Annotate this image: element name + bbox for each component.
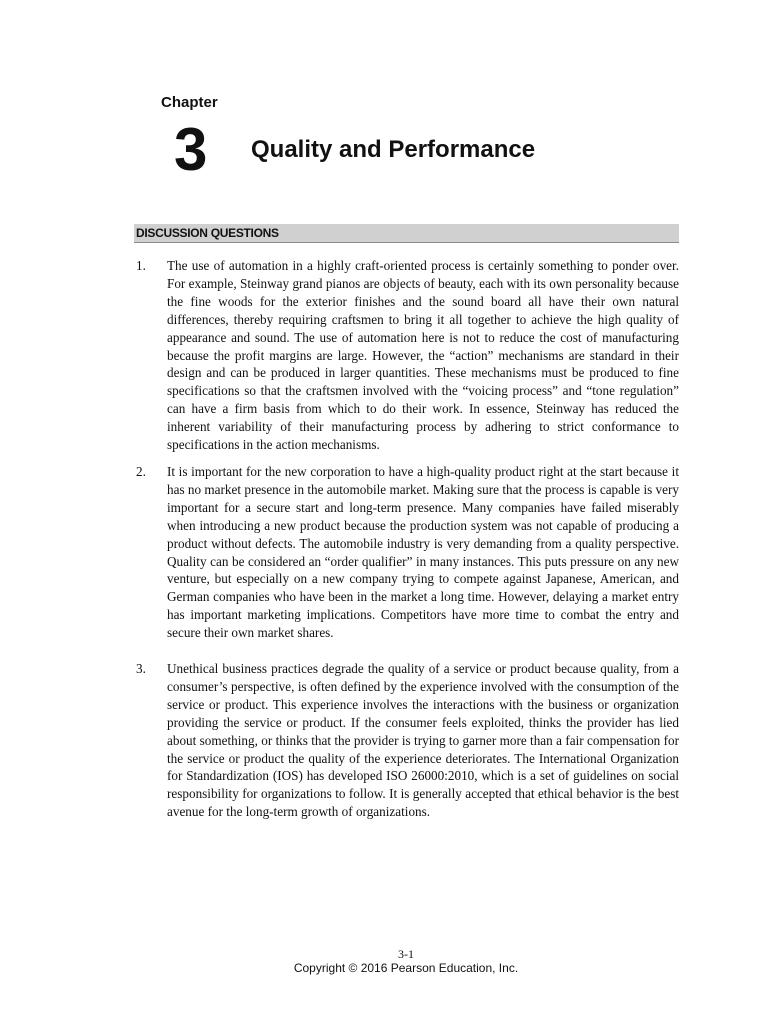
question-item: [136, 463, 679, 642]
question-number: 3.: [136, 661, 146, 677]
question-text: Unethical business practices degrade the quality of a service or product because quality, from a consumer’s perspective, is often defined by the experience involved with the consumption of the service or product. This experience involves the interactions with the business or organization providing the service or product. If the consumer feels exploited, thinks the provider has lied about something, or thinks that the provider is trying to garner more than a fair compensation for the service or product the quality of the experience deteriorates. The International Organization for Standardization (IOS) has developed ISO 26000:2010, which is a set of guidelines on social responsibility for organizations to follow. It is generally accepted that ethical behavior is the best avenue for the long-term growth of organizations.: [167, 661, 679, 820]
section-heading: DISCUSSION QUESTIONS: [134, 224, 679, 243]
question-item: [136, 257, 679, 454]
question-text: The use of automation in a highly craft-oriented process is certainly something to ponder over. For example, Steinway grand pianos are objects of beauty, each with its own personality because the fine woods for the exterior finishes and the sound board all have their own natural differences, thereby requiring craftsmen to bring it all together to achieve the high quality of appearance and sound. The use of automation here is not to reduce the cost of manufacturing because the profit margins are large. However, the “action” mechanisms are standard in their design and can be produced in larger quantities. These mechanisms must be produced to fine specifications so that the craftsmen involved with the “voicing process” and “tone regulation” can have a firm basis from which to do their work. In essence, Steinway has reduced the inherent variability of their manufacturing process by adhering to strict conformance to specifications in the action mechanisms.: [167, 258, 679, 453]
chapter-number: 3: [174, 116, 208, 183]
page-number: 3-1: [398, 947, 414, 961]
question-text: It is important for the new corporation to have a high-quality product right at the start because it has no market presence in the automobile market. Making sure that the process is capable is very important for a secure start and long-term presence. Many companies have failed miserably when introducing a new product because the production system was not capable of producing a product without defects. The automobile industry is very demanding from a quality perspective. Quality can be considered an “order qualifier” in many instances. This puts pressure on any new venture, but especially on a new company trying to compete against Japanese, American, and German companies who have been in the market a long time. However, delaying a market entry has important marketing implications. Competitors have more time to combat the entry and secure their own market shares.: [167, 463, 679, 641]
chapter-label: Chapter: [161, 94, 218, 111]
chapter-title: Quality and Performance: [251, 136, 536, 163]
question-item: [136, 660, 679, 821]
discussion-questions-list: [136, 257, 679, 830]
question-number: 1.: [136, 258, 146, 273]
question-number: 2.: [136, 463, 146, 479]
copyright-notice: Copyright © 2016 Pearson Education, Inc.: [293, 961, 519, 975]
